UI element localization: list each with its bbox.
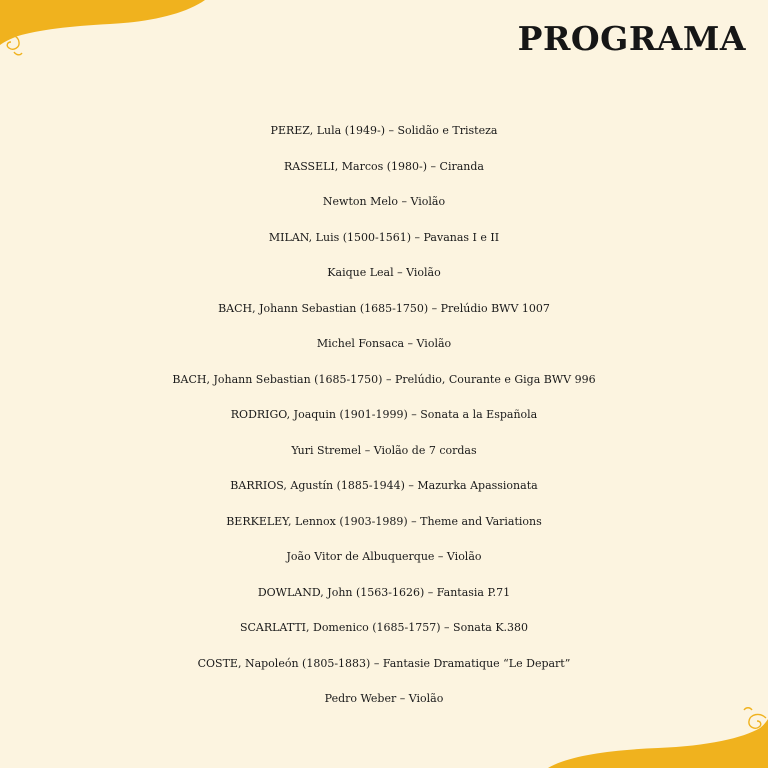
- program-item: DOWLAND, John (1563-1626) – Fantasia P.71: [257, 585, 511, 599]
- program-item: SCARLATTI, Domenico (1685-1757) – Sonata K.380: [239, 621, 529, 634]
- performer-line: Pedro Weber – Violão: [324, 692, 444, 705]
- performer-line: João Vitor de Albuquerque – Violão: [286, 550, 482, 563]
- program-item: RODRIGO, Joaquin (1901-1999) – Sonata a la Española: [230, 408, 538, 421]
- program-item: BACH, Johann Sebastian (1685-1750) – Prelúdio, Courante e Giga BWV 996: [172, 372, 596, 386]
- program-item: RASSELI, Marcos (1980-) – Ciranda: [283, 159, 484, 173]
- page-title: PROGRAMA: [517, 19, 746, 58]
- program-item: BARRIOS, Agustín (1885-1944) – Mazurka Apassionata: [230, 479, 538, 492]
- performer-line: Newton Melo – Violão: [322, 195, 446, 208]
- swirl-icon: [3, 35, 22, 55]
- program-item: COSTE, Napoleón (1805-1883) – Fantasie Dramatique “Le Depart”: [197, 656, 571, 670]
- top-left-wave-decoration: [0, 0, 220, 70]
- program-item: BERKELEY, Lennox (1903-1989) – Theme and Variations: [226, 514, 542, 528]
- performer-line: Yuri Stremel – Violão de 7 cordas: [291, 443, 477, 457]
- program-item: MILAN, Luis (1500-1561) – Pavanas I e II: [268, 230, 500, 244]
- program-list: [0, 113, 768, 717]
- performer-line: Michel Fonsaca – Violão: [316, 337, 452, 350]
- performer-line: Kaique Leal – Violão: [327, 266, 441, 279]
- program-item: BACH, Johann Sebastian (1685-1750) – Prelúdio BWV 1007: [218, 301, 550, 315]
- program-item: PEREZ, Lula (1949-) – Solidão e Tristeza: [270, 124, 498, 137]
